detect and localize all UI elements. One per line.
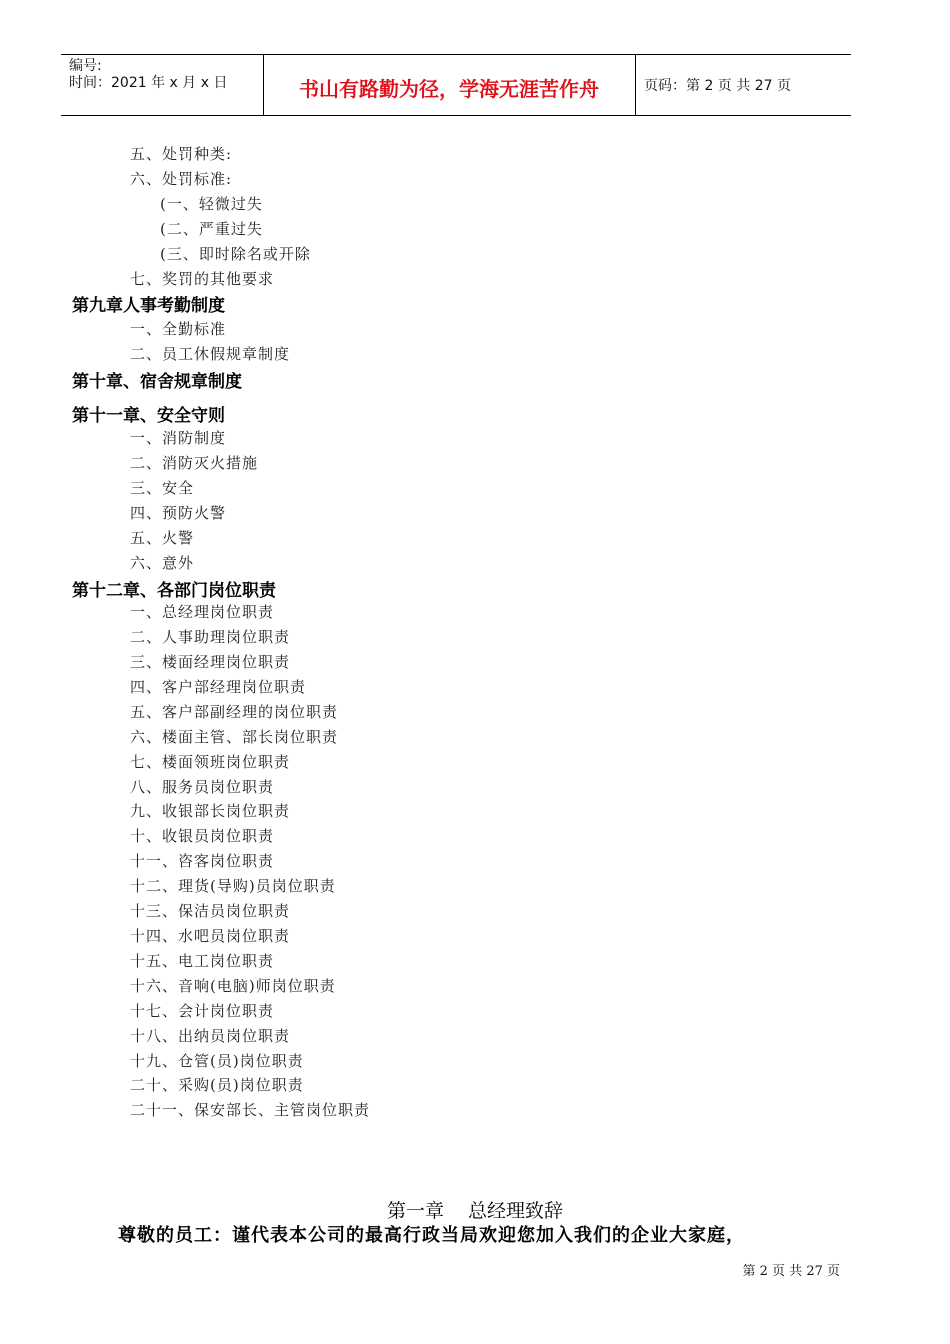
toc-section: 三、楼面经理岗位职责	[130, 653, 291, 671]
toc-subsection: (二、严重过失	[160, 220, 263, 238]
toc-chapter: 第十章、宿舍规章制度	[72, 372, 242, 392]
toc-section: 七、楼面领班岗位职责	[130, 753, 291, 771]
toc-section: 十四、水吧员岗位职责	[130, 927, 291, 945]
toc-section: 十六、音响(电脑)师岗位职责	[130, 977, 336, 995]
toc-section: 十五、电工岗位职责	[130, 952, 275, 970]
toc-section: 十七、会计岗位职责	[130, 1002, 275, 1020]
toc-section: 六、意外	[130, 554, 195, 572]
chapter-one-title: 总经理致辞	[468, 1200, 564, 1222]
toc-section: 十一、咨客岗位职责	[130, 852, 275, 870]
toc-section: 二、员工休假规章制度	[130, 345, 291, 363]
toc-section: 二十一、保安部长、主管岗位职责	[130, 1101, 371, 1119]
chapter-one-heading	[0, 1196, 950, 1223]
document-time-label: 时间：2021 年 x 月 x 日	[69, 75, 228, 91]
toc-section: 二、人事助理岗位职责	[130, 628, 291, 646]
header-motto: 书山有路勤为径，学海无涯苦作舟	[299, 77, 599, 101]
toc-chapter: 第十一章、安全守则	[72, 406, 225, 426]
toc-chapter: 第九章人事考勤制度	[72, 296, 225, 316]
toc-section: 十三、保洁员岗位职责	[130, 902, 291, 920]
toc-section: 七、奖罚的其他要求	[130, 270, 275, 288]
toc-section: 四、预防火警	[130, 504, 227, 522]
toc-section: 一、消防制度	[130, 429, 227, 447]
toc-section: 十、收银员岗位职责	[130, 827, 275, 845]
page-header	[61, 54, 851, 116]
toc-section: 九、收银部长岗位职责	[130, 802, 291, 820]
toc-section: 十八、出纳员岗位职责	[130, 1027, 291, 1045]
intro-paragraph: 尊敬的员工：谨代表本公司的最高行政当局欢迎您加入我们的企业大家庭，	[118, 1225, 745, 1246]
chapter-one-label: 第一章	[386, 1200, 444, 1222]
header-meta	[69, 58, 259, 92]
toc-subsection: (三、即时除名或开除	[160, 245, 311, 263]
header-divider-right	[635, 55, 636, 115]
toc-section: 四、客户部经理岗位职责	[130, 678, 307, 696]
toc-section: 六、楼面主管、部长岗位职责	[130, 728, 339, 746]
header-page-info: 页码：第 2 页 共 27 页	[644, 78, 791, 94]
toc-section: 一、总经理岗位职责	[130, 603, 275, 621]
toc-section: 六、处罚标准:	[130, 170, 233, 188]
toc-section: 三、安全	[130, 479, 195, 497]
toc-section: 十九、仓管(员)岗位职责	[130, 1052, 304, 1070]
toc-section: 一、全勤标准	[130, 320, 227, 338]
toc-subsection: (一、轻微过失	[160, 195, 263, 213]
document-number-label: 编号:	[69, 58, 102, 74]
toc-section: 十二、理货(导购)员岗位职责	[130, 877, 336, 895]
toc-section: 八、服务员岗位职责	[130, 778, 275, 796]
toc-section: 五、火警	[130, 529, 195, 547]
toc-section: 五、处罚种类:	[130, 145, 233, 163]
page-footer: 第 2 页 共 27 页	[742, 1264, 840, 1279]
toc-section: 二、消防灭火措施	[130, 454, 259, 472]
toc-section: 二十、采购(员)岗位职责	[130, 1076, 304, 1094]
toc-section: 五、客户部副经理的岗位职责	[130, 703, 339, 721]
toc-chapter: 第十二章、各部门岗位职责	[72, 581, 276, 601]
